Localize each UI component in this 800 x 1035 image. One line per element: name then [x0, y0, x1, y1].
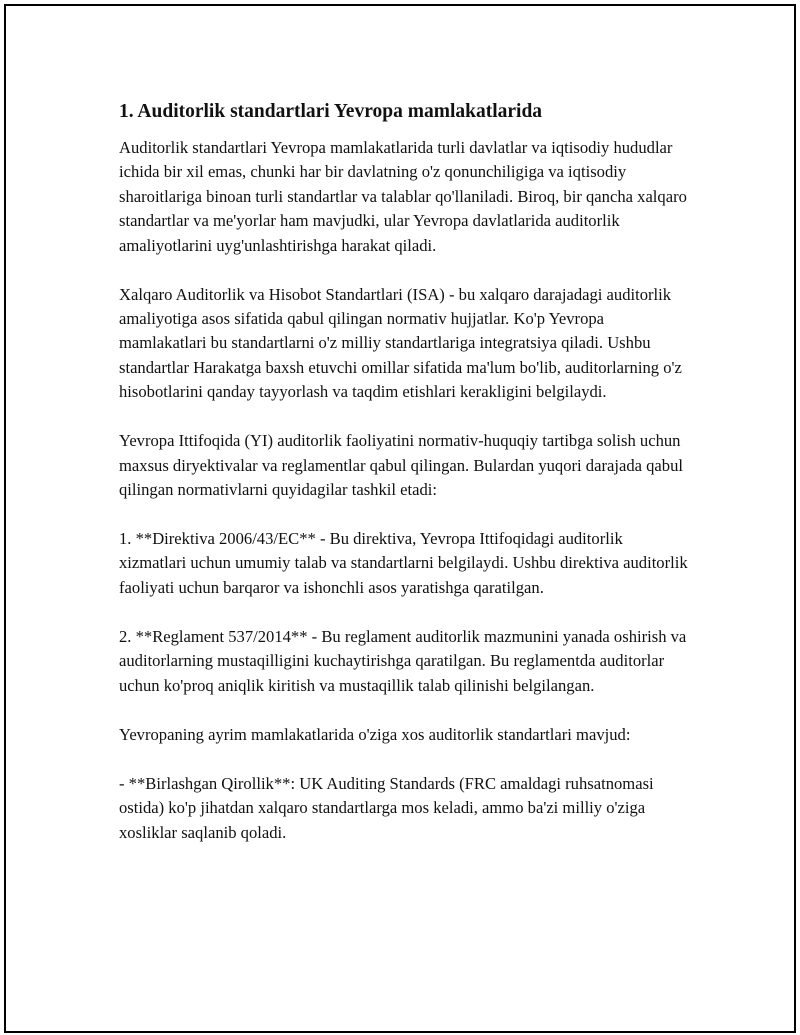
paragraph-isa: Xalqaro Auditorlik va Hisobot Standartlari (ISA) - bu xalqaro darajadagi auditorlik amaliyotiga asos sifatida qabul qilingan normativ hujjatlar. Ko'p Yevropa mamlakatlari bu standartlarni o'z milliy standartlariga integratsiya qiladi. Ushbu standartlar Harakatga baxsh etuvchi omillar sifatida ma'lum bo'lib, auditorlarning o'z hisobotlarini qanday tayyorlash va taqdim etishlari kerakligini belgilaydi.: [119, 284, 682, 402]
section-heading: 1. Auditorlik standartlari Yevropa mamlakatlarida: [119, 101, 543, 122]
document-page: [4, 4, 796, 1033]
paragraph-eu-regulation: Yevropa Ittifoqida (YI) auditorlik faoliyatini normativ-huquqiy tartibga solish uchun maxsus diryektivalar va reglamentlar qabul qilingan. Bulardan yuqori darajada qabul qilingan normativlarni quyidagilar tashkil etadi:: [119, 431, 684, 500]
paragraph-national-standards: Yevropaning ayrim mamlakatlarida o'ziga xos auditorlik standartlari mavjud:: [119, 724, 631, 744]
paragraph-directive: 1. **Direktiva 2006/43/EC** - Bu direktiva, Yevropa Ittifoqidagi auditorlik xizmatlari uchun umumiy talab va standartlarni belgilaydi. Ushbu direktiva auditorlik faoliyati uchun barqaror va ishonchli asos yaratishga qaratilgan.: [119, 529, 688, 597]
paragraph-intro: Auditorlik standartlari Yevropa mamlakatlarida turli davlatlar va iqtisodiy hududlar ichida bir xil emas, chunki har bir davlatning o'z qonunchiligiga va iqtisodiy sharoitlariga binoan turli standartlar va talablar qo'llaniladi. Biroq, bir qancha xalqaro standartlar va me'yorlar ham mavjudki, ular Yevropa davlatlarida auditorlik amaliyotlarini uyg'unlashtirishga harakat qiladi.: [119, 138, 687, 255]
paragraph-united-kingdom: - **Birlashgan Qirollik**: UK Auditing Standards (FRC amaldagi ruhsatnomasi ostida) ko'p jihatdan xalqaro standartlarga mos keladi, ammo ba'zi milliy o'ziga xosliklar saqlanib qoladi.: [119, 773, 654, 842]
paragraph-reglament: 2. **Reglament 537/2014** - Bu reglament auditorlik mazmunini yanada oshirish va auditorlarning mustaqilligini kuchaytirishga qaratilgan. Bu reglamentda auditorlar uchun ko'proq aniqlik kiritish va mustaqillik talab qilinishi belgilangan.: [119, 626, 687, 695]
document-body: [119, 98, 689, 870]
